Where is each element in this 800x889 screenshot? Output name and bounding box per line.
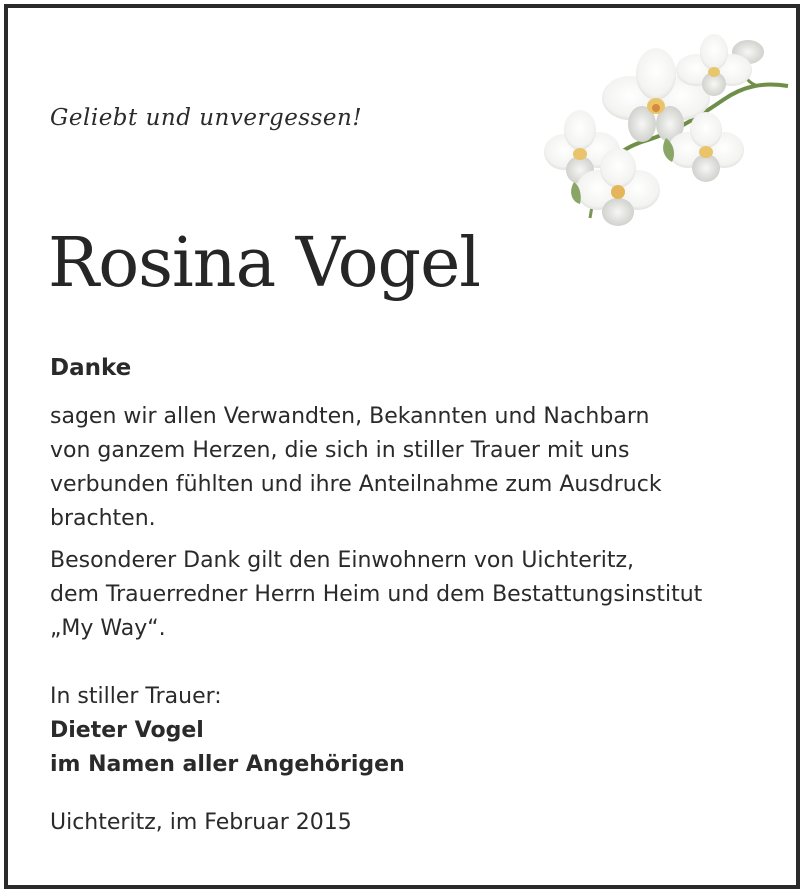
paragraph-line: Besonderer Dank gilt den Einwohnern von Uichteritz,	[50, 548, 635, 573]
white-orchid-image	[538, 22, 798, 236]
paragraph-line: verbunden fühlten und ihre Anteilnahme zum Ausdruck	[50, 472, 662, 497]
closing-intro: In stiller Trauer:	[50, 684, 222, 709]
tagline: Geliebt und unvergessen!	[50, 105, 363, 131]
special-thanks-paragraph	[50, 544, 702, 646]
paragraph-line: dem Trauerredner Herrn Heim und dem Bestattungsinstitut	[50, 582, 703, 607]
thanks-paragraph	[50, 400, 662, 536]
deceased-name: Rosina Vogel	[48, 224, 481, 303]
paragraph-line: von ganzem Herzen, die sich in stiller Trauer mit uns	[50, 438, 630, 463]
paragraph-line: brachten.	[50, 506, 156, 531]
thanks-heading: Danke	[50, 355, 132, 381]
paragraph-line: „My Way“.	[50, 616, 166, 641]
closing-block	[50, 680, 405, 782]
on-behalf-line: im Namen aller Angehörigen	[50, 752, 405, 777]
obituary-card	[4, 4, 800, 889]
signer-name: Dieter Vogel	[50, 718, 204, 743]
paragraph-line: sagen wir allen Verwandten, Bekannten und Nachbarn	[50, 404, 650, 429]
place-date: Uichteritz, im Februar 2015	[50, 810, 352, 835]
